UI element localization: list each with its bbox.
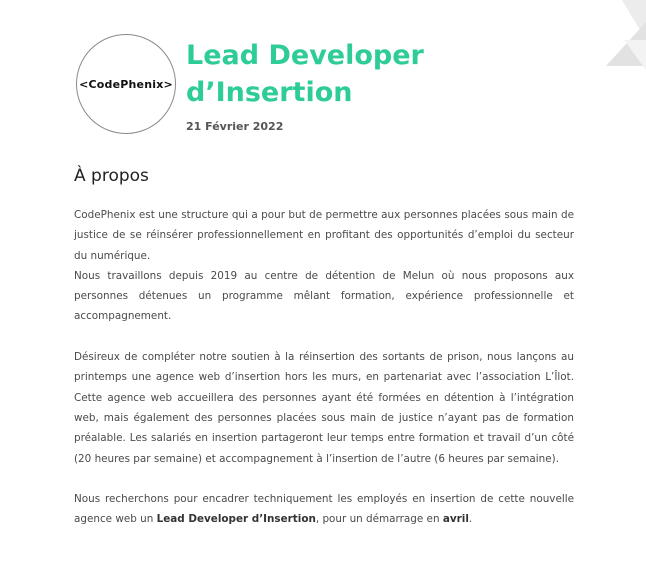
corner-shape [624,40,646,70]
job-title-line-1: Lead Developer [186,40,424,71]
paragraph-project: Désireux de compléter notre soutien à la réinsertion des sortants de prison, nous lançons au printemps une agence web d’insertion hors les murs, en partenariat avec l’association L’Îlot. Cette agence web accueillera des personnes ayant été formées en détention à l’intégration web, mais également des personnes placées sous main de justice n’ayant pas de formation préalable. Les salariés en insertion partageront leur temps entre formation et travail d’un côté (20 heures par semaine) et accompagnement à l’insertion de l’autre (6 heures par semaine). [74,351,574,465]
section-heading: À propos [74,166,149,186]
start-month: avril [442,513,469,526]
role-highlight: Lead Developer d’Insertion [156,513,316,526]
recruitment-text: , pour un démarrage en [315,513,443,526]
paragraph-recruitment [74,489,574,530]
job-description [74,205,574,530]
paragraph-intro: CodePhenix est une structure qui a pour but de permettre aux personnes placées sous main de justice de se réinsérer professionnellement en profitant des opportunités d’emploi du secteur du numérique. [74,209,574,262]
paragraph-history: Nous travaillons depuis 2019 au centre de détention de Melun où nous proposons aux personnes détenues un programme mêlant formation, expérience professionnelle et accompagnement. [74,269,574,323]
codephenix-logo [76,34,176,134]
publication-date: 21 Février 2022 [186,120,284,133]
job-title [186,37,424,111]
job-title-line-2: d’Insertion [186,77,353,108]
recruitment-text: Nous recherchons pour encadrer techniquement les employés en insertion de cette nouvelle agence web un [74,493,574,526]
logo-text: <CodePhenix> [79,77,173,91]
recruitment-text: . [468,513,473,526]
corner-decoration [600,0,646,78]
